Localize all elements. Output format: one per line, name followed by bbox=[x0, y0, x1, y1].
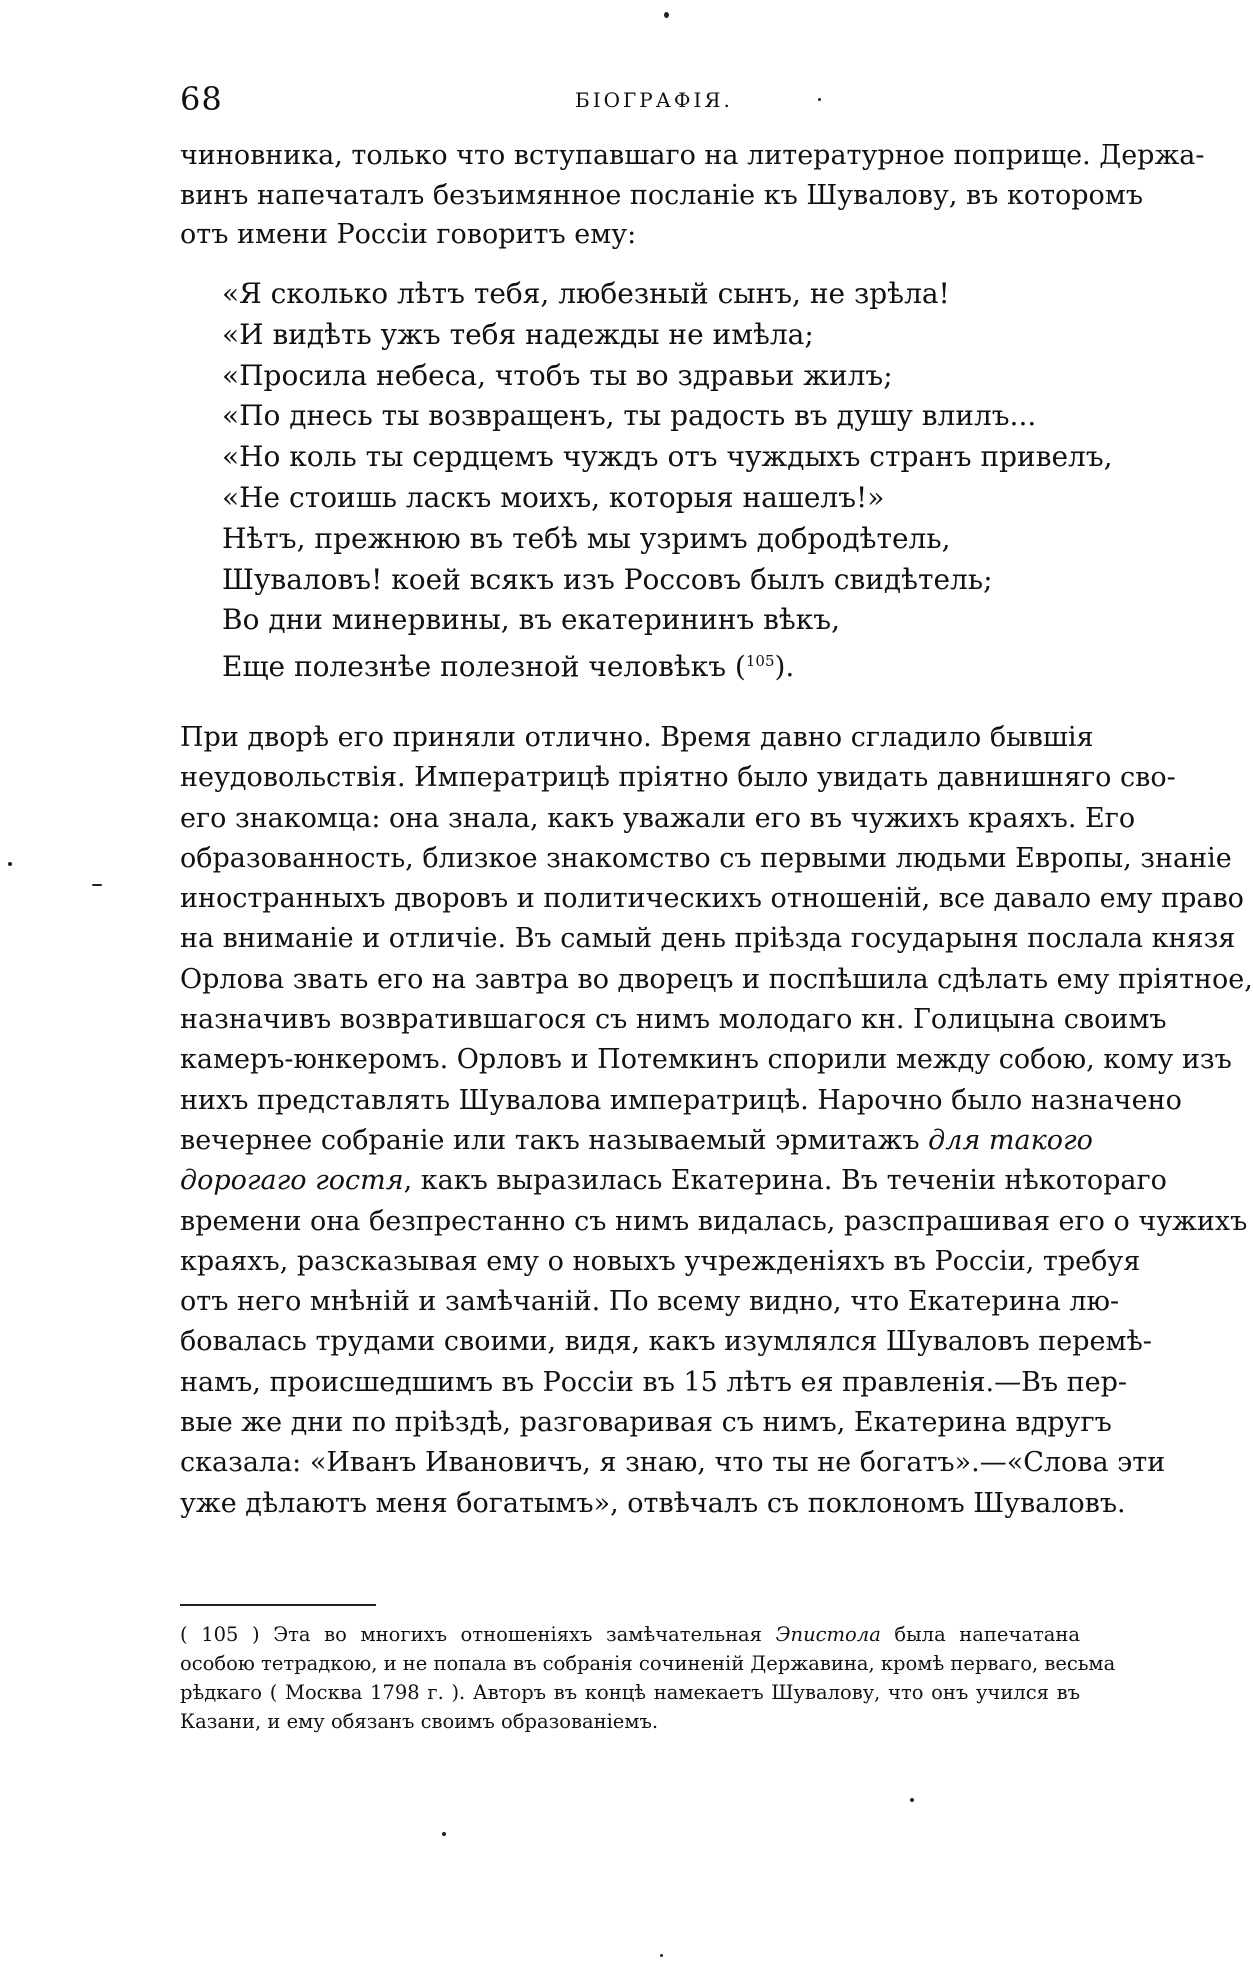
verse-line: «Просила небеса, чтобъ ты во здравьи жилъ; bbox=[222, 358, 893, 392]
scan-speck bbox=[442, 1832, 446, 1836]
text-line: отъ имени Россіи говоритъ ему: bbox=[180, 219, 637, 250]
text-line: уже дѣлаютъ меня богатымъ», отвѣчалъ съ поклономъ Шуваловъ. bbox=[180, 1487, 1126, 1519]
verse-line-text: Еще полезнѣе полезной человѣкъ bbox=[222, 650, 727, 684]
running-title: БІОГРАФІЯ. bbox=[575, 88, 733, 112]
verse-line: «Я сколько лѣтъ тебя, любезный сынъ, не зрѣла! bbox=[222, 277, 950, 310]
text-line: иностранныхъ дворовъ и политическихъ отношеній, все давало ему право bbox=[180, 883, 1244, 915]
text-line: Орлова звать его на завтра во дворецъ и поспѣшила сдѣлать ему пріятное, bbox=[180, 963, 1253, 995]
verse-line: Шуваловъ! коей всякъ изъ Россовъ былъ свидѣтель; bbox=[222, 562, 993, 596]
text-line: бовалась трудами своими, видя, какъ изумлялся Шуваловъ перемѣ- bbox=[180, 1326, 1152, 1358]
italic-phrase: для такого bbox=[928, 1124, 1093, 1156]
scan-speck bbox=[660, 1954, 663, 1957]
text-line: отъ него мнѣній и замѣчаній. По всему видно, что Екатерина лю- bbox=[180, 1286, 1120, 1318]
text-segment: ( 105 ) Эта во многихъ отношеніяхъ замѣчательная bbox=[180, 1623, 762, 1646]
text-line: намъ, происшедшимъ въ Россіи въ 15 лѣтъ ея правленія.—Въ пер- bbox=[180, 1366, 1128, 1398]
opening-paragraph bbox=[180, 136, 1205, 255]
footnote-line: рѣдкаго ( Москва 1798 г. ). Авторъ въ концѣ намекаетъ Шувалову, что онъ учился въ bbox=[180, 1681, 1080, 1704]
text-line: камеръ-юнкеромъ. Орловъ и Потемкинъ спорили между собою, кому изъ bbox=[180, 1044, 1232, 1076]
verse-line: «Но коль ты сердцемъ чуждъ отъ чуждыхъ странъ привелъ, bbox=[222, 440, 1113, 474]
verse-line: Нѣтъ, прежнюю въ тебѣ мы узримъ добродѣтель, bbox=[222, 521, 951, 555]
scan-speck bbox=[92, 884, 102, 886]
footnote-line: Казани, и ему обязанъ своимъ образованіемъ. bbox=[180, 1710, 659, 1733]
text-line: При дворѣ его приняли отлично. Время давно сгладило бывшія bbox=[180, 722, 1094, 753]
text-segment: , какъ выразилась Екатерина. Въ теченіи нѣкотораго bbox=[403, 1165, 1167, 1197]
text-line bbox=[180, 1121, 1093, 1161]
scan-speck bbox=[8, 862, 12, 866]
scan-speck bbox=[664, 12, 669, 18]
main-paragraph bbox=[180, 718, 1253, 1524]
verse-line: «Не стоишь ласкъ моихъ, которыя нашелъ!» bbox=[222, 480, 885, 514]
text-line: винъ напечаталъ безъимянное посланіе къ Шувалову, въ которомъ bbox=[180, 179, 1143, 211]
verse-line-with-note: Еще полезнѣе полезной человѣкъ ($^{105}$). bbox=[222, 650, 795, 684]
text-line: неудовольствія. Императрицѣ пріятно было увидать давнишняго сво- bbox=[180, 762, 1176, 794]
scan-speck bbox=[910, 1798, 914, 1802]
text-line: назначивъ возвратившагося съ нимъ молодаго кн. Голицына своимъ bbox=[180, 1004, 1167, 1036]
running-header bbox=[180, 80, 1080, 120]
text-line: краяхъ, разсказывая ему о новыхъ учрежденіяхъ въ Россіи, требуя bbox=[180, 1245, 1141, 1277]
verse-quotation bbox=[222, 274, 1113, 684]
text-line: чиновника, только что вступавшаго на литературное поприще. Держа- bbox=[180, 140, 1205, 171]
footnote bbox=[180, 1620, 1116, 1736]
page-number: 68 bbox=[180, 80, 223, 118]
text-line: вые же дни по пріѣздѣ, разговаривая съ нимъ, Екатерина вдругъ bbox=[180, 1407, 1112, 1439]
footnote-line bbox=[180, 1620, 1080, 1649]
text-line bbox=[180, 1161, 1167, 1201]
text-line: времени она безпрестанно съ нимъ видалась, разспрашивая его о чужихъ bbox=[180, 1205, 1248, 1237]
text-line: его знакомца: она знала, какъ уважали его въ чужихъ краяхъ. Его bbox=[180, 802, 1136, 834]
text-line: на вниманіе и отличіе. Въ самый день пріѣзда государыня послала князя bbox=[180, 923, 1236, 955]
footnote-line: особою тетрадкою, и не попала въ собранія сочиненій Державина, кромѣ перваго, весьма bbox=[180, 1652, 1116, 1675]
text-line: сказала: «Иванъ Ивановичъ, я знаю, что ты не богатъ».—«Слова эти bbox=[180, 1447, 1166, 1479]
footnote-reference: 105 bbox=[745, 652, 775, 671]
text-line: образованность, близкое знакомство съ первыми людьми Европы, знаніе bbox=[180, 842, 1232, 874]
text-line: нихъ представлять Шувалова императрицѣ. Нарочно было назначено bbox=[180, 1084, 1182, 1116]
text-segment: была напечатана bbox=[894, 1623, 1081, 1646]
verse-line: «По днесь ты возвращенъ, ты радость въ душу влилъ... bbox=[222, 399, 1037, 433]
scan-speck bbox=[818, 98, 821, 101]
text-segment: вечернее собраніе или такъ называемый эрмитажъ bbox=[180, 1124, 920, 1156]
italic-phrase: дорогаго гостя bbox=[180, 1165, 404, 1197]
verse-line: «И видѣть ужъ тебя надежды не имѣла; bbox=[222, 317, 814, 351]
italic-phrase: Эпистола bbox=[775, 1623, 881, 1646]
footnote-divider bbox=[180, 1604, 376, 1606]
verse-line: Во дни минервины, въ екатерининъ вѣкъ, bbox=[222, 603, 841, 637]
